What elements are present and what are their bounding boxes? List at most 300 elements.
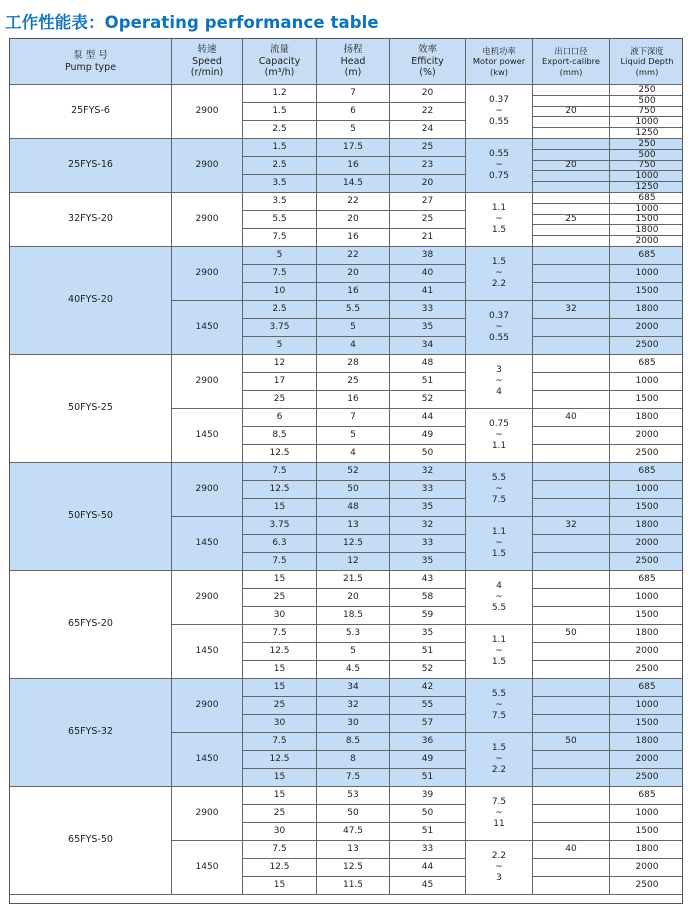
speed-value: 1450 [195,646,219,657]
capacity-cell [243,589,317,607]
head-cell [317,337,390,355]
liquid-depth-cell [610,733,683,751]
capacity-cell [243,877,317,895]
motor-power-cell [466,841,533,895]
pump-type-cell [10,193,172,247]
header-cn: 扬程 [343,43,363,55]
head-value: 25 [347,376,359,387]
head-cell [317,175,390,193]
header-export-calibre [533,39,610,85]
capacity-cell [243,283,317,301]
efficiency-cell [390,859,466,877]
header-unit: (mm) [635,66,659,77]
liquid-depth-cell [610,96,683,107]
export-calibre-value: 40 [565,412,577,423]
capacity-value: 15 [273,682,286,693]
header-en: Efficity [411,55,444,67]
export-calibre-cell [533,643,610,661]
efficiency-cell [390,697,466,715]
capacity-cell [243,769,317,787]
head-value: 32 [347,700,359,711]
capacity-value: 5 [276,340,283,351]
motor-power-value: ~ [495,267,503,278]
efficiency-value: 51 [421,646,434,657]
motor-power-value: 4 [496,580,502,591]
header-liquid-depth [610,39,683,85]
motor-power-value: 7.5 [491,495,507,506]
capacity-value: 3.5 [272,178,287,189]
speed-cell [172,463,243,517]
motor-power-value: ~ [495,429,503,440]
head-value: 7 [350,412,356,423]
liquid-depth-value: 250 [638,139,656,149]
efficiency-cell [390,103,466,121]
capacity-cell [243,607,317,625]
pump-type: 65FYS-32 [68,726,113,738]
liquid-depth-cell [610,319,683,337]
head-value: 20 [347,214,359,225]
efficiency-cell [390,715,466,733]
motor-power-value: 1.5 [491,225,507,236]
liquid-depth-value: 1000 [635,808,659,819]
liquid-depth-cell [610,499,683,517]
liquid-depth-value: 750 [638,106,656,117]
pump-type: 25FYS-6 [71,105,110,117]
efficiency-value: 25 [421,142,434,153]
capacity-cell [243,391,317,409]
capacity-cell [243,535,317,553]
liquid-depth-cell [610,161,683,172]
export-calibre-cell [533,96,610,107]
efficiency-value: 35 [421,322,434,333]
speed-cell [172,301,243,355]
efficiency-cell [390,355,466,373]
export-calibre-cell [533,139,610,150]
head-cell [317,85,390,103]
export-calibre-value: 50 [565,736,577,747]
liquid-depth-value: 1800 [635,412,659,423]
export-calibre-cell [533,877,610,895]
capacity-value: 15 [273,772,286,783]
liquid-depth-cell [610,225,683,236]
efficiency-value: 44 [421,412,434,423]
pump-type: 50FYS-50 [68,510,113,522]
efficiency-cell [390,679,466,697]
efficiency-value: 51 [421,826,434,837]
efficiency-cell [390,661,466,679]
head-value: 4 [350,340,356,351]
capacity-cell [243,733,317,751]
header-cn: 液下深度 [630,45,664,56]
header-en: Head [340,55,366,67]
efficiency-cell [390,553,466,571]
export-calibre-value: 20 [565,160,577,171]
capacity-cell [243,373,317,391]
liquid-depth-cell [610,215,683,226]
efficiency-value: 35 [421,502,434,513]
motor-power-value: 0.37 [488,94,510,105]
capacity-cell [243,445,317,463]
header-cn: 效率 [417,43,437,55]
liquid-depth-value: 1000 [635,592,659,603]
liquid-depth-value: 685 [638,790,656,801]
speed-value: 2900 [195,268,219,279]
capacity-value: 7.5 [272,844,287,855]
liquid-depth-value: 2500 [635,340,659,351]
export-calibre-cell [533,319,610,337]
liquid-depth-cell [610,787,683,805]
header-cn: 出口口径 [554,45,588,56]
head-value: 5 [350,124,356,135]
liquid-depth-cell [610,589,683,607]
export-calibre-cell [533,182,610,193]
capacity-cell [243,553,317,571]
efficiency-cell [390,265,466,283]
export-calibre-cell [533,355,610,373]
export-calibre-cell [533,841,610,859]
export-calibre-cell [533,535,610,553]
header-cn: 转速 [197,43,217,55]
speed-value: 2900 [195,160,219,171]
efficiency-value: 52 [421,664,434,675]
head-value: 16 [347,232,359,243]
motor-power-value: 7.5 [491,796,507,807]
motor-power-cell [466,463,533,517]
capacity-value: 25 [273,700,286,711]
head-cell [317,265,390,283]
liquid-depth-cell [610,607,683,625]
head-cell [317,139,390,157]
capacity-cell [243,103,317,121]
liquid-depth-value: 1250 [635,182,659,193]
efficiency-value: 51 [421,772,434,783]
capacity-value: 30 [273,610,286,621]
liquid-depth-cell [610,679,683,697]
motor-power-value: 1.5 [491,256,507,267]
liquid-depth-cell [610,409,683,427]
efficiency-cell [390,175,466,193]
capacity-value: 25 [273,808,286,819]
head-value: 34 [347,682,359,693]
header-en: Capacity [258,55,301,67]
export-calibre-cell [533,463,610,481]
motor-power-value: 0.55 [488,333,510,344]
efficiency-value: 52 [421,394,434,405]
head-value: 4 [350,448,356,459]
liquid-depth-value: 2500 [635,448,659,459]
export-calibre-value: 25 [565,214,577,225]
liquid-depth-value: 1250 [635,128,659,139]
head-value: 20 [347,268,359,279]
capacity-value: 12 [273,358,286,369]
efficiency-value: 20 [421,178,434,189]
motor-power-value: ~ [495,105,503,116]
capacity-cell [243,301,317,319]
efficiency-value: 34 [421,340,434,351]
head-value: 52 [347,466,359,477]
pump-type: 25FYS-16 [68,159,113,171]
head-cell [317,697,390,715]
capacity-value: 3.5 [272,196,287,207]
liquid-depth-value: 1500 [635,502,659,513]
liquid-depth-cell [610,481,683,499]
header-pump-type [10,39,172,85]
head-cell [317,625,390,643]
export-calibre-cell [533,715,610,733]
pump-type-cell [10,355,172,463]
liquid-depth-cell [610,445,683,463]
capacity-cell [243,679,317,697]
efficiency-cell [390,193,466,211]
header-en: Liquid Depth [620,56,674,67]
head-value: 14.5 [342,178,364,189]
pump-type: 32FYS-20 [68,213,113,225]
motor-power-value: 3 [496,873,502,884]
export-calibre-cell [533,481,610,499]
header-en: Pump type [64,61,117,73]
capacity-cell [243,265,317,283]
capacity-cell [243,355,317,373]
head-cell [317,733,390,751]
head-cell [317,499,390,517]
motor-power-value: ~ [495,159,503,170]
export-calibre-cell [533,661,610,679]
header-en: Speed [192,55,222,67]
liquid-depth-cell [610,661,683,679]
efficiency-value: 21 [421,232,434,243]
header-unit: (kw) [489,66,509,77]
head-cell [317,535,390,553]
export-calibre-cell [533,128,610,139]
export-calibre-cell [533,427,610,445]
head-value: 21.5 [342,574,364,585]
liquid-depth-value: 1800 [635,844,659,855]
capacity-value: 12.5 [269,448,290,459]
efficiency-cell [390,787,466,805]
liquid-depth-cell [610,535,683,553]
speed-cell [172,625,243,679]
head-value: 12 [347,556,359,567]
head-value: 50 [347,484,359,495]
motor-power-value: 0.75 [488,418,510,429]
speed-cell [172,85,243,139]
capacity-value: 7.5 [272,556,287,567]
liquid-depth-value: 2500 [635,880,659,891]
liquid-depth-cell [610,373,683,391]
head-value: 47.5 [342,826,364,837]
efficiency-cell [390,427,466,445]
capacity-cell [243,337,317,355]
capacity-value: 15 [273,502,286,513]
liquid-depth-value: 2000 [635,322,659,333]
head-cell [317,859,390,877]
head-value: 28 [347,358,359,369]
liquid-depth-cell [610,823,683,841]
liquid-depth-value: 2500 [635,772,659,783]
motor-power-value: 1.1 [491,634,507,645]
head-cell [317,661,390,679]
motor-power-value: 1.5 [491,549,507,560]
motor-power-value: ~ [495,537,503,548]
efficiency-value: 43 [421,574,434,585]
efficiency-cell [390,733,466,751]
speed-value: 2900 [195,214,219,225]
head-value: 8.5 [345,736,361,747]
capacity-value: 12.5 [269,754,290,765]
export-calibre-cell [533,571,610,589]
head-cell [317,463,390,481]
page-title: 工作性能表：Operating performance table [5,13,379,32]
efficiency-cell [390,877,466,895]
liquid-depth-value: 1800 [635,628,659,639]
capacity-value: 7.5 [272,232,287,243]
head-value: 16 [347,286,359,297]
capacity-cell [243,751,317,769]
head-cell [317,247,390,265]
motor-power-value: ~ [495,645,503,656]
liquid-depth-cell [610,877,683,895]
motor-power-cell [466,85,533,139]
head-value: 20 [347,592,359,603]
export-calibre-cell [533,150,610,161]
export-calibre-cell [533,337,610,355]
capacity-value: 7.5 [272,268,287,279]
head-cell [317,715,390,733]
head-cell [317,751,390,769]
capacity-cell [243,859,317,877]
head-cell [317,409,390,427]
motor-power-value: ~ [495,375,503,386]
head-cell [317,787,390,805]
liquid-depth-cell [610,128,683,139]
capacity-cell [243,823,317,841]
head-value: 18.5 [342,610,364,621]
head-value: 53 [347,790,359,801]
liquid-depth-value: 1000 [635,700,659,711]
export-calibre-cell [533,409,610,427]
head-value: 5.5 [345,304,361,315]
speed-value: 2900 [195,700,219,711]
efficiency-cell [390,481,466,499]
motor-power-value: 5.5 [491,603,507,614]
head-cell [317,211,390,229]
export-calibre-cell [533,859,610,877]
header-cn: 流量 [269,43,289,55]
head-cell [317,643,390,661]
head-cell [317,607,390,625]
capacity-cell [243,139,317,157]
efficiency-cell [390,85,466,103]
head-cell [317,355,390,373]
speed-value: 1450 [195,754,219,765]
export-calibre-cell [533,805,610,823]
capacity-value: 30 [273,826,286,837]
head-value: 13 [347,844,359,855]
efficiency-value: 24 [421,124,434,135]
efficiency-value: 45 [421,880,434,891]
liquid-depth-cell [610,204,683,215]
liquid-depth-cell [610,117,683,128]
liquid-depth-cell [610,85,683,96]
export-calibre-cell [533,301,610,319]
export-calibre-cell [533,85,610,96]
capacity-value: 2.5 [272,124,287,135]
motor-power-value: ~ [495,861,503,872]
liquid-depth-cell [610,236,683,247]
header-unit: (m³/h) [264,67,295,79]
liquid-depth-value: 1800 [635,736,659,747]
capacity-value: 2.5 [272,304,287,315]
efficiency-value: 32 [421,520,434,531]
motor-power-value: 4 [496,387,502,398]
capacity-value: 3.75 [269,322,290,333]
capacity-cell [243,157,317,175]
head-cell [317,229,390,247]
liquid-depth-value: 2000 [635,236,659,247]
efficiency-cell [390,283,466,301]
liquid-depth-value: 1500 [635,214,659,225]
motor-power-value: ~ [495,807,503,818]
liquid-depth-cell [610,769,683,787]
header-unit: (r/min) [190,67,224,79]
export-calibre-cell [533,697,610,715]
motor-power-value: 11 [493,819,505,830]
motor-power-cell [466,193,533,247]
export-calibre-cell [533,517,610,535]
head-value: 16 [347,160,359,171]
liquid-depth-cell [610,171,683,182]
capacity-value: 1.5 [272,106,287,117]
efficiency-cell [390,157,466,175]
efficiency-cell [390,625,466,643]
head-cell [317,121,390,139]
liquid-depth-value: 500 [638,95,656,106]
efficiency-value: 27 [421,196,434,207]
capacity-value: 1.2 [272,88,287,99]
capacity-cell [243,661,317,679]
efficiency-value: 33 [421,304,434,315]
export-calibre-cell [533,679,610,697]
capacity-cell [243,625,317,643]
efficiency-value: 38 [421,250,434,261]
efficiency-cell [390,535,466,553]
liquid-depth-value: 1500 [635,826,659,837]
capacity-cell [243,409,317,427]
motor-power-value: 1.1 [491,202,507,213]
export-calibre-cell [533,117,610,128]
capacity-value: 12.5 [269,862,290,873]
liquid-depth-value: 685 [638,193,656,203]
speed-cell [172,139,243,193]
head-value: 8 [350,754,356,765]
efficiency-value: 58 [421,592,434,603]
liquid-depth-value: 1800 [635,520,659,531]
export-calibre-cell [533,215,610,226]
motor-power-value: 0.55 [488,148,510,159]
capacity-cell [243,517,317,535]
export-calibre-cell [533,171,610,182]
speed-value: 1450 [195,538,219,549]
motor-power-value: 5.5 [491,688,507,699]
efficiency-value: 49 [421,754,434,765]
efficiency-cell [390,805,466,823]
capacity-value: 3.75 [269,520,290,531]
head-cell [317,679,390,697]
motor-power-value: 0.55 [488,117,510,128]
motor-power-cell [466,517,533,571]
liquid-depth-cell [610,265,683,283]
motor-power-cell [466,301,533,355]
